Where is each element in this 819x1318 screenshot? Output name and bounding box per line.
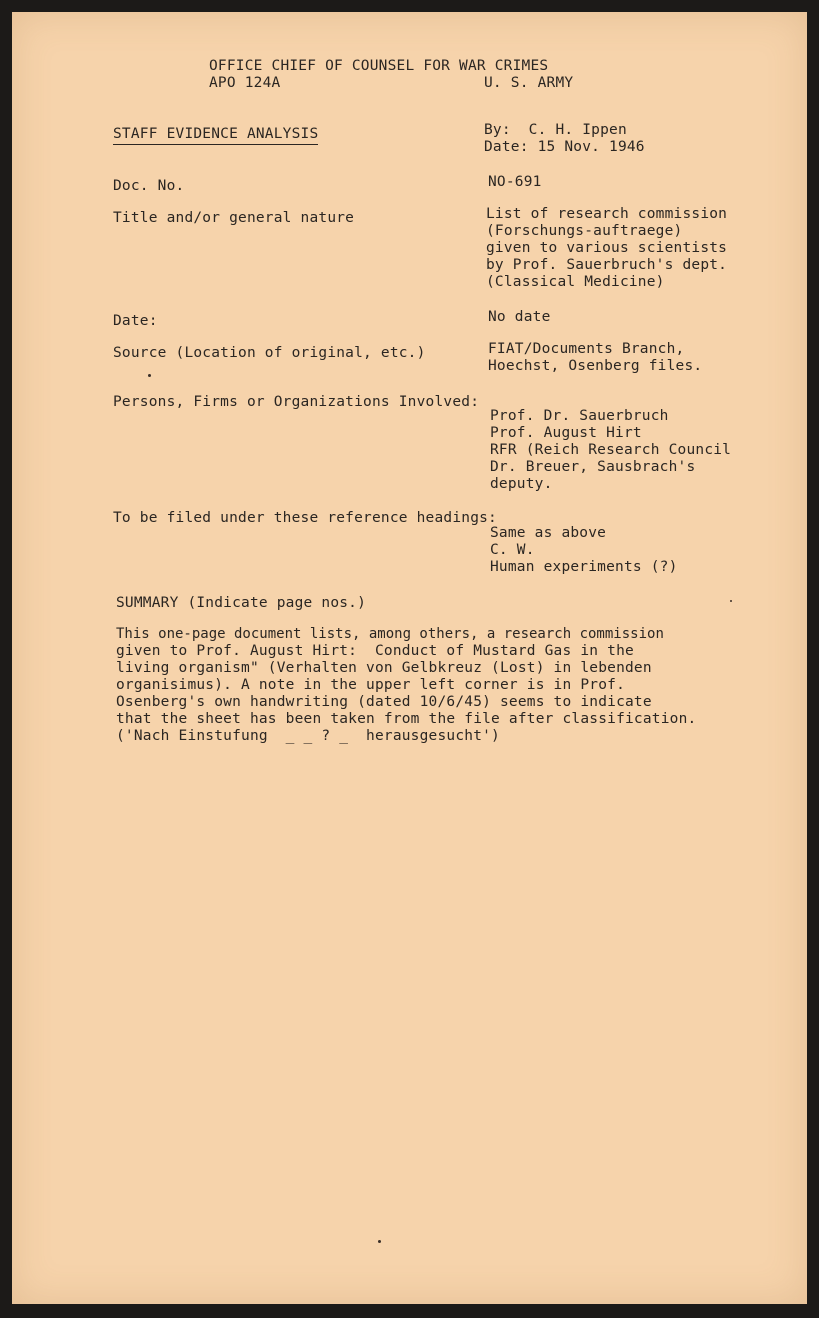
persons-label: Persons, Firms or Organizations Involved:: [113, 394, 480, 410]
army-label: U. S. ARMY: [484, 75, 574, 91]
summary-line: given to Prof. August Hirt: Conduct of Mustard Gas in the: [116, 643, 634, 659]
source-line: FIAT/Documents Branch,: [488, 341, 685, 357]
doc-no-label: Doc. No.: [113, 178, 185, 194]
source-line: Hoechst, Osenberg files.: [488, 358, 703, 374]
analysis-heading: STAFF EVIDENCE ANALYSIS: [113, 126, 318, 145]
person-entry: Prof. August Hirt: [490, 425, 642, 441]
summary-line: This one-page document lists, among others, a research commission: [116, 626, 664, 642]
summary-heading: SUMMARY (Indicate page nos.): [116, 595, 367, 611]
date-label: Date:: [113, 313, 158, 329]
person-entry: Dr. Breuer, Sausbrach's: [490, 459, 696, 475]
title-line: by Prof. Sauerbruch's dept.: [486, 257, 728, 273]
paper-speck: [730, 600, 732, 602]
source-label: Source (Location of original, etc.): [113, 345, 426, 361]
apo-number: APO 124A: [209, 75, 281, 91]
reference-entry: Human experiments (?): [490, 559, 678, 575]
reference-entry: C. W.: [490, 542, 535, 558]
summary-line: living organism" (Verhalten von Gelbkreuz (Lost) in lebenden: [116, 660, 652, 676]
office-header: OFFICE CHIEF OF COUNSEL FOR WAR CRIMES: [209, 58, 549, 74]
reference-entry: Same as above: [490, 525, 607, 541]
doc-no-value: NO-691: [488, 174, 542, 190]
person-entry: Prof. Dr. Sauerbruch: [490, 408, 669, 424]
summary-line: that the sheet has been taken from the file after classification.: [116, 711, 697, 727]
title-line: List of research commission: [486, 206, 728, 222]
summary-line: organisimus). A note in the upper left corner is in Prof.: [116, 677, 625, 693]
person-entry: deputy.: [490, 476, 553, 492]
title-line: (Classical Medicine): [486, 274, 665, 290]
document-page: [12, 12, 807, 1304]
paper-speck: [378, 1240, 381, 1243]
date-value: No date: [488, 309, 551, 325]
title-line: given to various scientists: [486, 240, 728, 256]
reference-label: To be filed under these reference headings:: [113, 510, 497, 526]
title-line: (Forschungs-auftraege): [486, 223, 683, 239]
analyst-name: By: C. H. Ippen: [484, 122, 627, 138]
analysis-date: Date: 15 Nov. 1946: [484, 139, 645, 155]
person-entry: RFR (Reich Research Council: [490, 442, 732, 458]
summary-line: Osenberg's own handwriting (dated 10/6/45) seems to indicate: [116, 694, 652, 710]
summary-line: ('Nach Einstufung _ _ ? _ herausgesucht'): [116, 728, 500, 744]
paper-speck: [148, 374, 151, 377]
title-label: Title and/or general nature: [113, 210, 355, 226]
